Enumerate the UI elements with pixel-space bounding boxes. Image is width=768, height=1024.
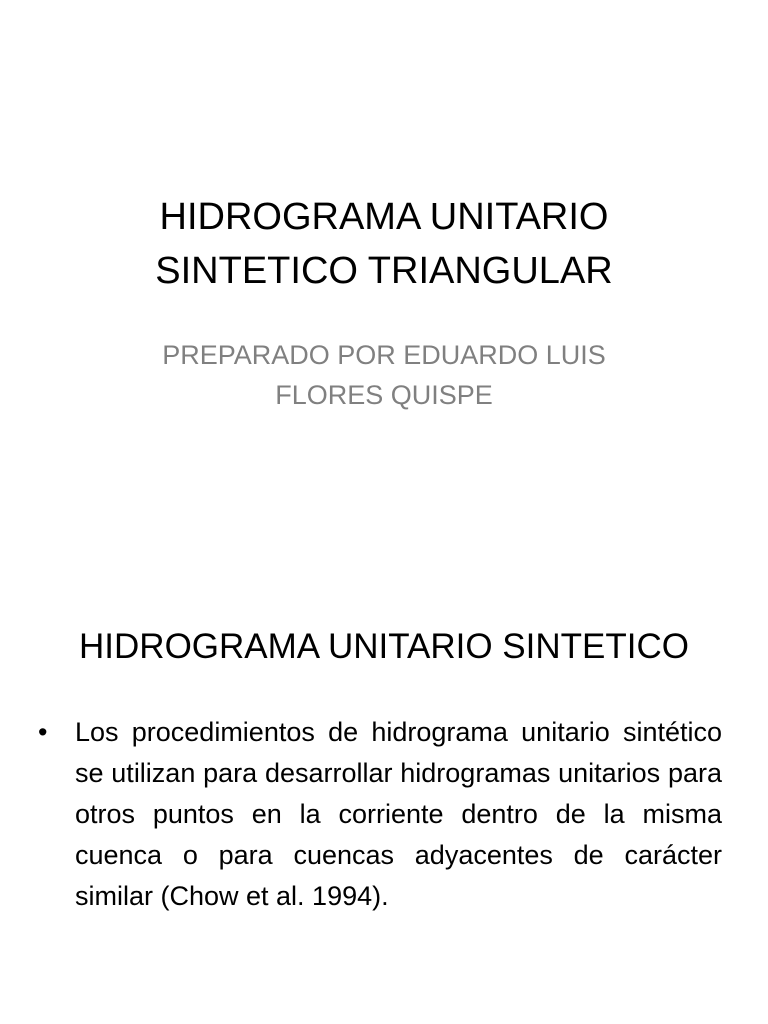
bullet-item: [38, 712, 722, 917]
content-slide: [0, 512, 768, 1024]
slide-title: [40, 190, 728, 298]
slide-subtitle-line-1: PREPARADO POR EDUARDO LUIS: [162, 340, 606, 370]
bullet-icon: •: [38, 717, 48, 747]
content-slide-title: HIDROGRAMA UNITARIO SINTETICO: [79, 627, 689, 666]
slide-title-line-2: SINTETICO TRIANGULAR: [155, 250, 613, 292]
bullet-text: Los procedimientos de hidrograma unitario sintético se utilizan para desarrollar hidrogramas unitarios para otros puntos en la corriente dentro de la misma cuenca o para cuencas adyacentes de carácter similar (Chow et al. 1994).: [75, 717, 722, 911]
bullet-list: [38, 712, 722, 917]
slide-subtitle-line-2: FLORES QUISPE: [275, 380, 493, 410]
slide-subtitle: [60, 335, 708, 415]
slide-title-line-1: HIDROGRAMA UNITARIO: [159, 196, 609, 238]
